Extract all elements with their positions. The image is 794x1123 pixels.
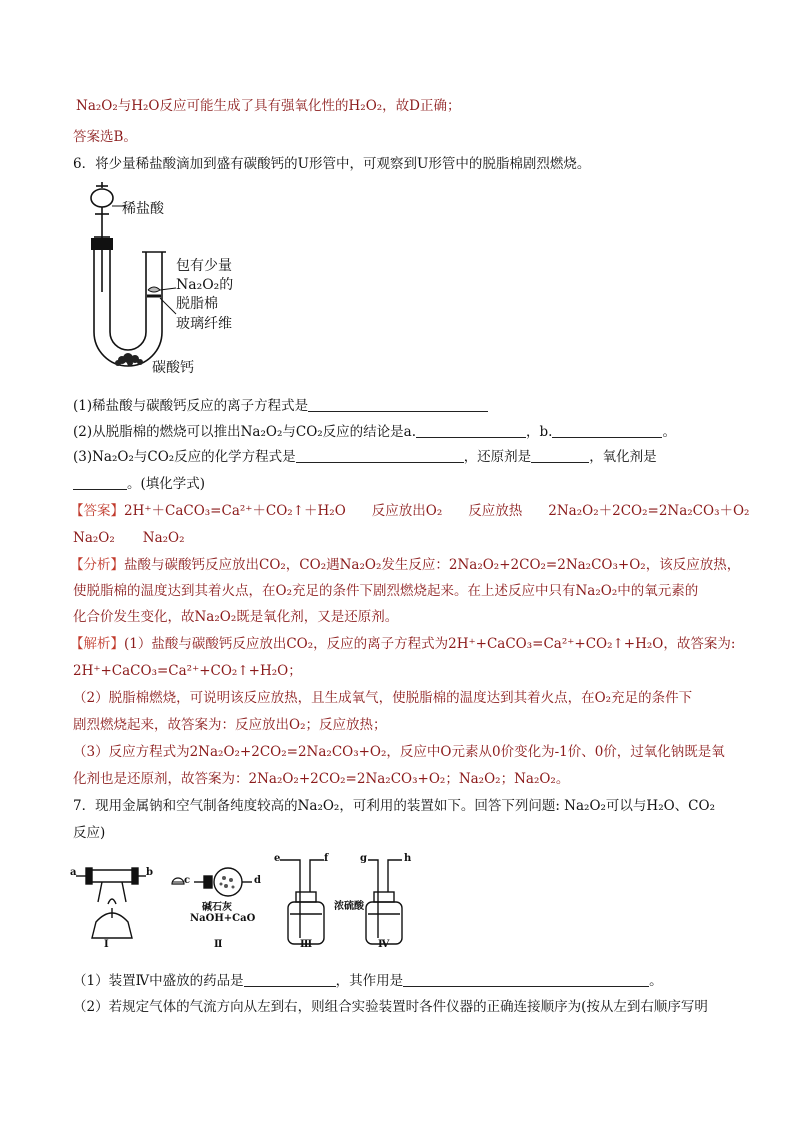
q6-analysis-2: 使脱脂棉的温度达到其着火点，在O₂充足的条件下剧烈燃烧起来。在上述反应中只有Na₂O₂中的氧元素的 bbox=[73, 583, 699, 599]
q7-part-1: （1）装置Ⅳ中盛放的药品是 ，其作用是 。 bbox=[73, 973, 663, 989]
q6-part-2: (2)从脱脂棉的燃烧可以推出Na₂O₂与CO₂反应的结论是a. ，b. 。 bbox=[73, 424, 676, 440]
answer-blank-2b[interactable] bbox=[552, 423, 662, 438]
intro-line-1: Na₂O₂与H₂O反应可能生成了具有强氧化性的H₂O₂，故D正确； bbox=[76, 98, 461, 114]
label-soda-lime-formula: NaOH+CaO bbox=[190, 913, 256, 924]
port-d: d bbox=[254, 875, 261, 886]
answer-blank-3c[interactable] bbox=[73, 475, 127, 490]
port-h: h bbox=[404, 853, 412, 864]
q6-explain-3: （2）脱脂棉燃烧，可说明该反应放热，且生成氧气，使脱脂棉的温度达到其着火点，在O₂充足的条件下 bbox=[73, 690, 693, 706]
apparatus-number-3: Ⅲ bbox=[300, 939, 313, 950]
q6-part-3: (3)Na₂O₂与CO₂反应的化学方程式是 ，还原剂是 ，氧化剂是 bbox=[73, 449, 657, 465]
answer-blank-7-1b[interactable] bbox=[403, 972, 649, 987]
q7-part-2: （2）若规定气体的气流方向从左到右，则组合实验装置时各件仪器的正确连接顺序为(按从左到右顺序写明 bbox=[73, 999, 708, 1015]
answer-blank-2a[interactable] bbox=[416, 423, 526, 438]
label-wrap-3: 脱脂棉 bbox=[176, 296, 218, 312]
q6-explain-4: 剧烈燃烧起来，故答案为：反应放出O₂；反应放热； bbox=[73, 717, 387, 733]
port-e: e bbox=[274, 853, 281, 864]
q6-explain-6: 化剂也是还原剂，故答案为：2Na₂O₂+2CO₂=2Na₂CO₃+O₂；Na₂O₂；Na₂O₂。 bbox=[73, 771, 570, 787]
answer-blank-3a[interactable] bbox=[296, 448, 464, 463]
apparatus-number-2: Ⅱ bbox=[214, 939, 223, 950]
label-calcium-carbonate: 碳酸钙 bbox=[152, 360, 194, 376]
q6-explain-5: （3）反应方程式为2Na₂O₂+2CO₂=2Na₂CO₃+O₂，反应中O元素从0价变化为-1价、0价，过氧化钠既是氧 bbox=[73, 744, 725, 760]
answer-blank-7-1a[interactable] bbox=[244, 972, 336, 987]
q6-answer-line-2: Na₂O₂ Na₂O₂ bbox=[73, 530, 185, 546]
label-wrap-1: 包有少量 bbox=[176, 258, 232, 274]
q6-answer-line-1: 【答案】2H⁺＋CaCO₃=Ca²⁺＋CO₂↑＋H₂O 反应放出O₂ 反应放热 2Na₂O₂＋2CO₂=2Na₂CO₃＋O₂ bbox=[70, 503, 750, 519]
sodium-peroxide-apparatus-figure bbox=[76, 852, 426, 957]
port-c: c bbox=[184, 875, 191, 886]
label-conc-sulfuric-acid: 浓硫酸 bbox=[334, 901, 364, 912]
port-g: g bbox=[360, 853, 367, 864]
q6-stem: 6．将少量稀盐酸滴加到盛有碳酸钙的U形管中，可观察到U形管中的脱脂棉剧烈燃烧。 bbox=[73, 156, 591, 172]
q6-part-3-cont: 。(填化学式) bbox=[73, 474, 205, 494]
answer-blank-3b[interactable] bbox=[531, 448, 589, 463]
port-f: f bbox=[324, 853, 329, 864]
u-tube-stopper bbox=[91, 238, 113, 250]
label-glass-fiber: 玻璃纤维 bbox=[176, 316, 232, 332]
apparatus-number-1: Ⅰ bbox=[104, 939, 109, 950]
q6-analysis-3: 化合价发生变化，故Na₂O₂既是氧化剂，又是还原剂。 bbox=[73, 609, 399, 625]
q6-explain-2: 2H⁺+CaCO₃=Ca²⁺+CO₂↑+H₂O； bbox=[73, 663, 302, 679]
port-a: a bbox=[70, 867, 77, 878]
label-wrap-2: Na₂O₂的 bbox=[176, 277, 234, 293]
port-b: b bbox=[146, 867, 153, 878]
q6-part-1: (1)稀盐酸与碳酸钙反应的离子方程式是 bbox=[73, 396, 488, 416]
q6-analysis-1: 【分析】盐酸与碳酸钙反应放出CO₂，CO₂遇Na₂O₂发生反应：2Na₂O₂+2CO₂=2Na₂CO₃+O₂，该反应放热， bbox=[70, 557, 741, 573]
q6-explain-1: 【解析】(1）盐酸与碳酸钙反应放出CO₂，反应的离子方程式为2H⁺+CaCO₃=Ca²⁺+CO₂↑+H₂O，故答案为: bbox=[70, 636, 736, 652]
q7-stem-2: 反应) bbox=[73, 825, 106, 841]
intro-line-2: 答案选B。 bbox=[73, 129, 137, 145]
label-dilute-hcl: 稀盐酸 bbox=[122, 201, 164, 217]
apparatus-number-4: Ⅳ bbox=[378, 939, 390, 950]
answer-blank-1[interactable] bbox=[308, 397, 488, 412]
calcium-carbonate-solids bbox=[115, 353, 143, 366]
q7-stem-1: 7．现用金属钠和空气制备纯度较高的Na₂O₂，可利用的装置如下。回答下列问题: Na₂O₂可以与H₂O、CO₂ bbox=[73, 798, 715, 814]
label-soda-lime: 碱石灰 bbox=[202, 902, 232, 913]
